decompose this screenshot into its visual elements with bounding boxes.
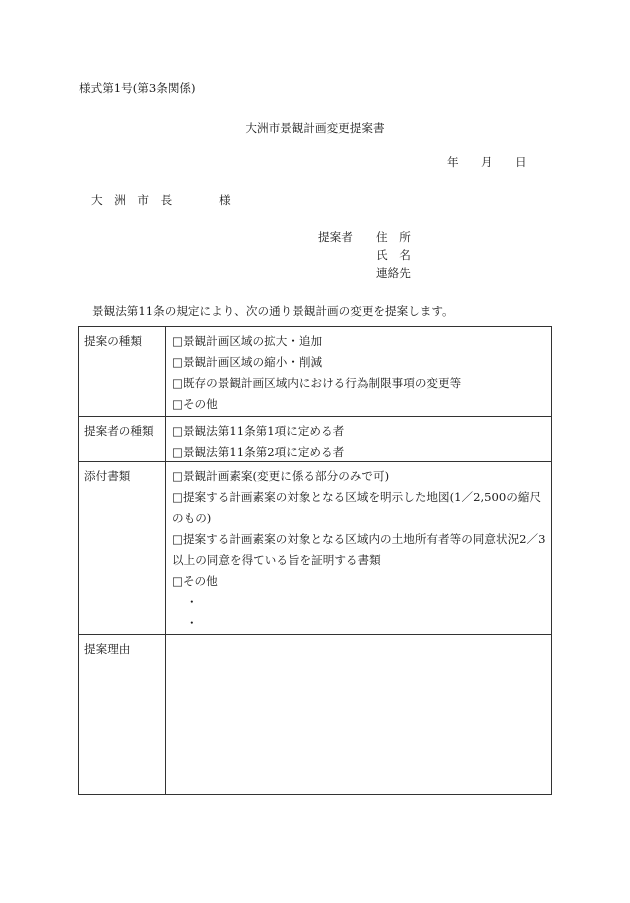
form-number: 様式第1号(第3条関係) [79,81,196,95]
year-label: 年 [447,155,459,169]
contact-label: 連絡先 [376,266,411,280]
row-label: 提案者の種類 [79,417,166,461]
option-line: □景観計画区域の拡大・追加 [172,334,323,348]
row-reason [79,634,551,794]
row-label: 添付書類 [79,462,166,634]
option-line: □提案する計画素案の対象となる区域内の土地所有者等の同意状況2／3 [172,532,546,546]
option-line-continuation: のもの) [172,511,212,525]
row-options [166,417,551,461]
option-line: □景観法第11条第2項に定める者 [172,445,345,459]
proposal-table [78,326,552,795]
option-line-continuation: 以上の同意を得ている旨を証明する書類 [172,553,381,567]
reason-field [166,635,551,794]
row-proposal-type [79,327,551,416]
option-line: □その他 [172,574,218,588]
month-label: 月 [481,155,493,169]
row-label: 提案理由 [79,635,166,794]
bullet-line: ・ [186,595,198,609]
option-line: □景観計画区域の縮小・削減 [172,355,323,369]
document-title: 大洲市景観計画変更提案書 [245,121,385,135]
row-proposer-type [79,416,551,461]
row-options [166,462,551,634]
proposer-label: 提案者 [318,230,353,244]
addressee-name: 大 洲 市 長 [91,193,173,207]
row-label: 提案の種類 [79,327,166,416]
option-line: □景観法第11条第1項に定める者 [172,424,345,438]
name-label: 氏 名 [376,248,411,262]
bullet-line: ・ [186,616,198,630]
row-options [166,327,551,416]
addressee-honorific: 様 [219,193,231,207]
option-line: □提案する計画素案の対象となる区域を明示した地図(1／2,500の縮尺 [172,490,542,504]
option-line: □景観計画素案(変更に係る部分のみで可) [172,469,390,483]
option-line: □その他 [172,397,218,411]
address-label: 住 所 [376,230,411,244]
day-label: 日 [515,155,527,169]
intro-text: 景観法第11条の規定により、次の通り景観計画の変更を提案します。 [92,304,454,318]
row-attachments [79,461,551,634]
option-line: □既存の景観計画区域内における行為制限事項の変更等 [172,376,462,390]
